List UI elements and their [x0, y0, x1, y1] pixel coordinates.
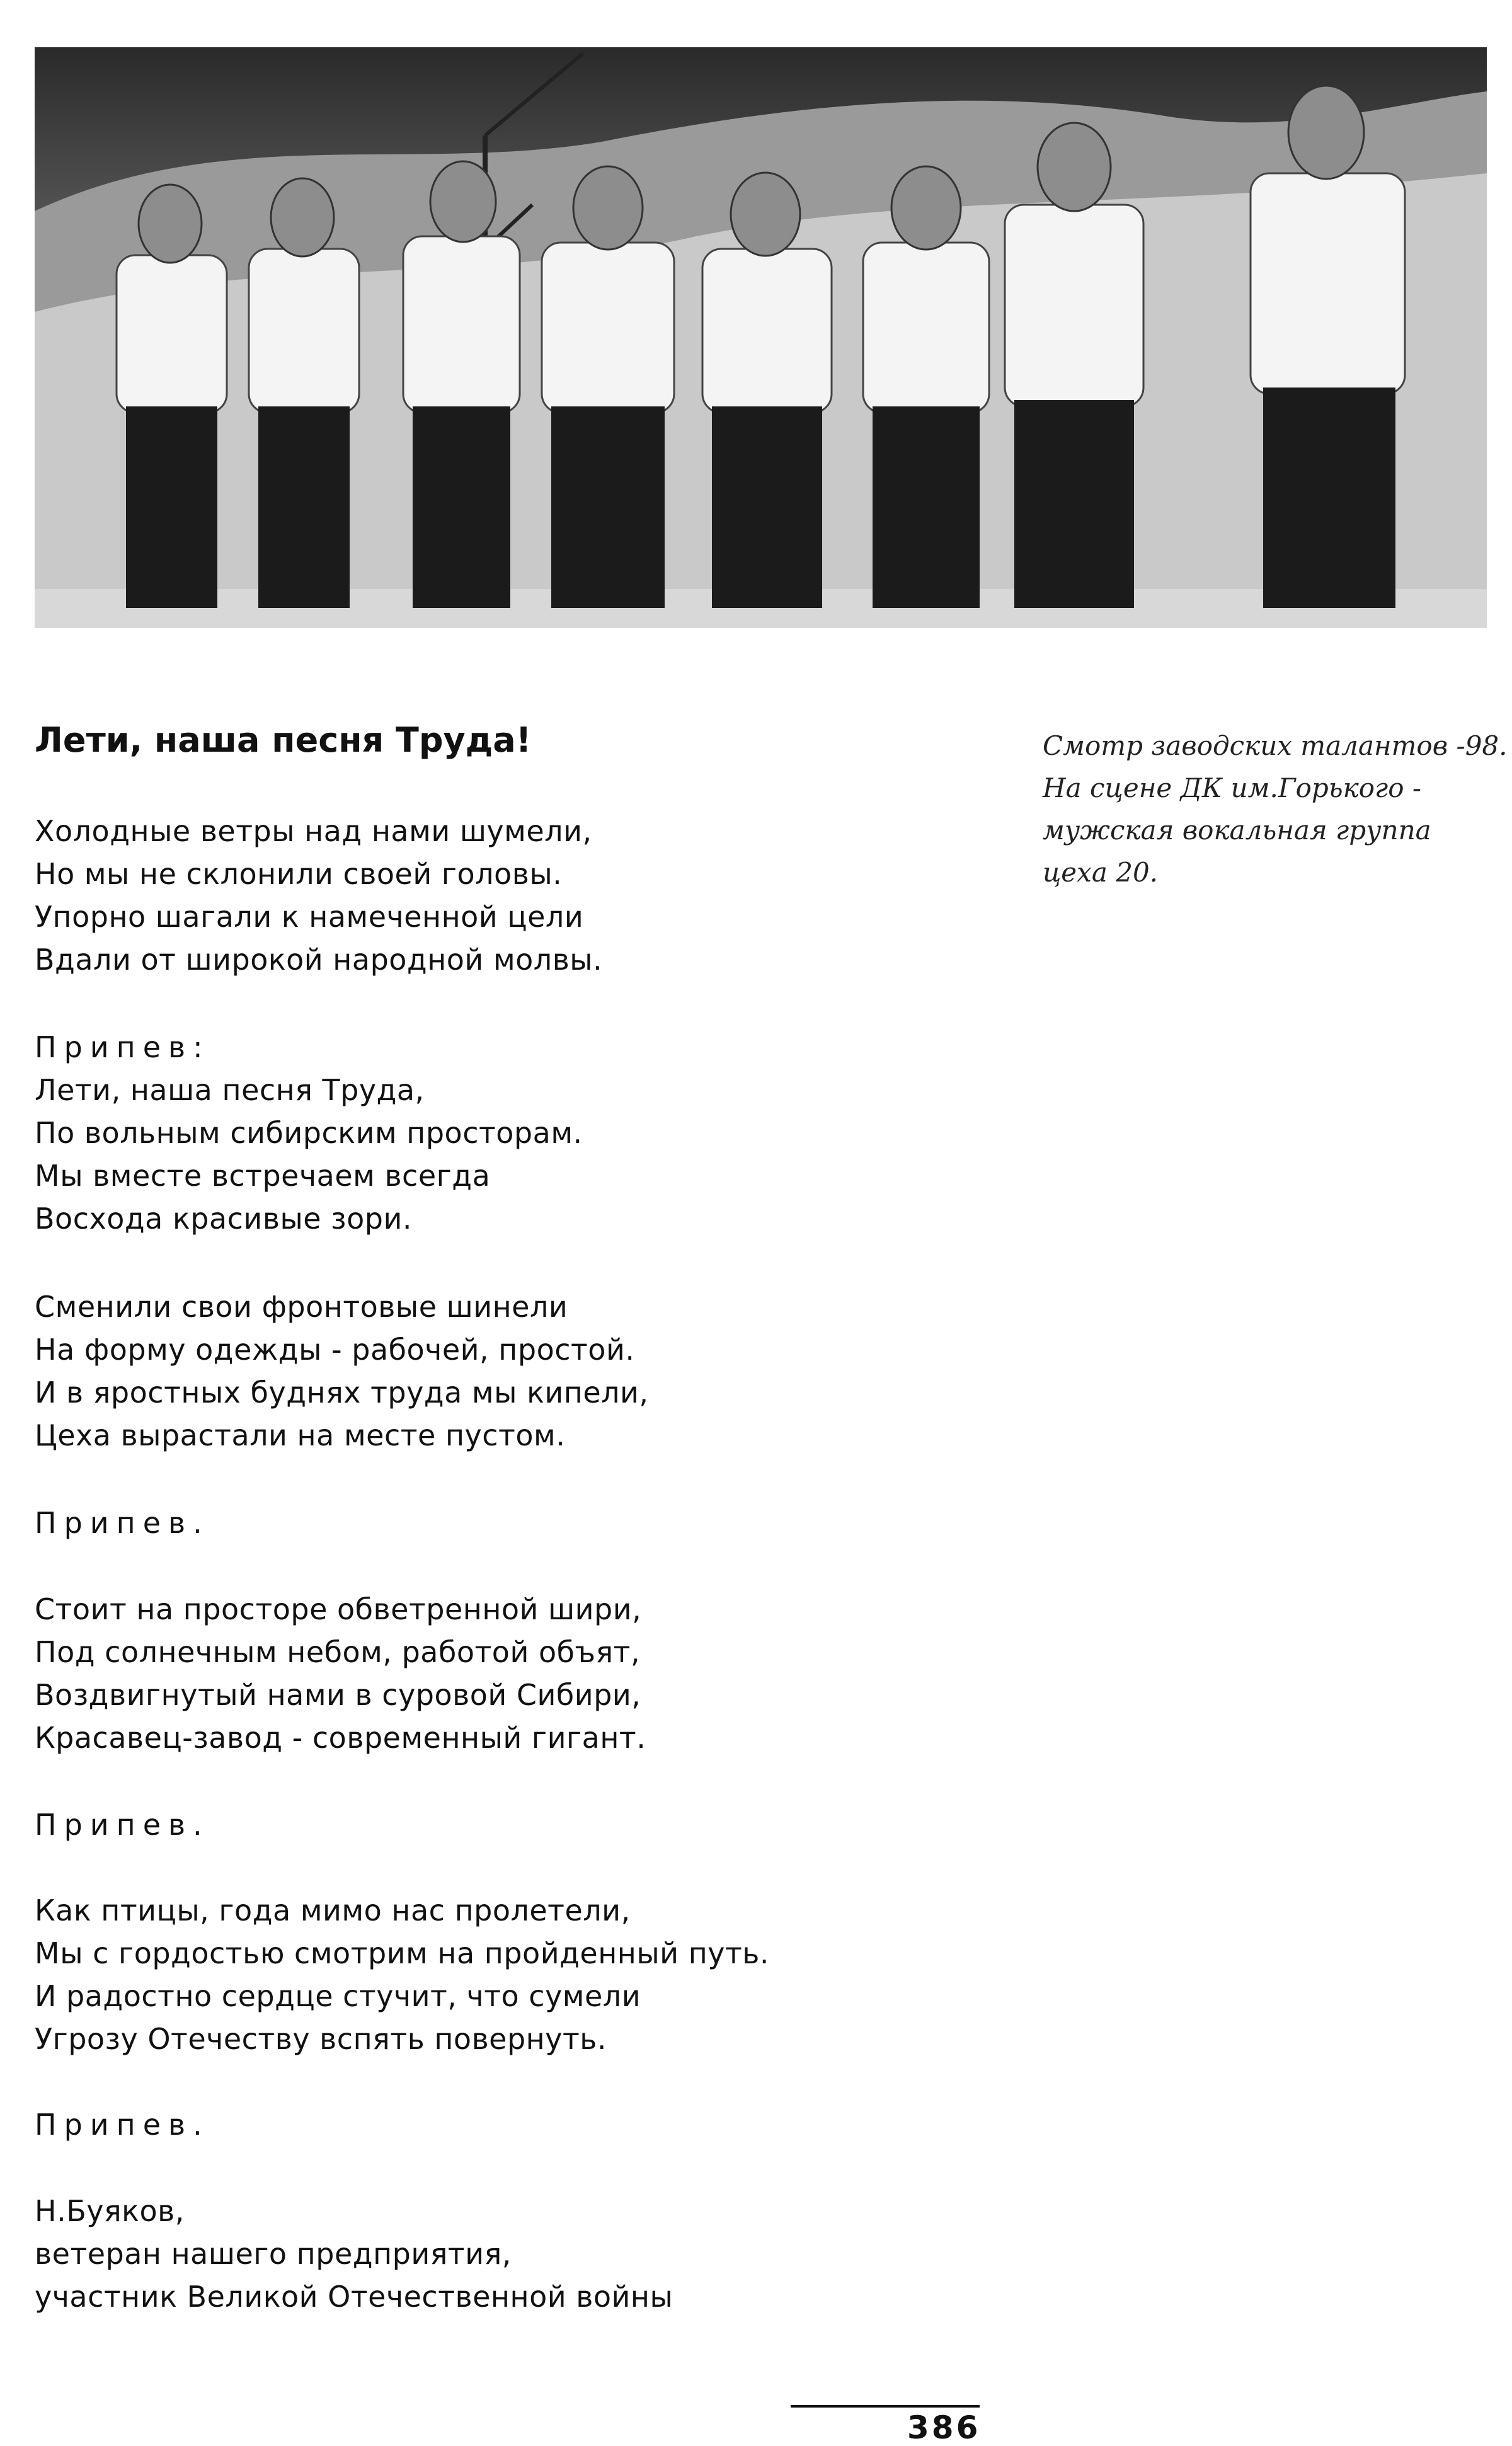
choir-photo-icon: [35, 47, 1487, 628]
verse-line: Холодные ветры над нами шумели,: [35, 814, 592, 848]
choir-photo: [35, 47, 1487, 628]
verse-line: На форму одежды - рабочей, простой.: [35, 1333, 635, 1367]
author-name: Н.Буяков,: [35, 2194, 185, 2228]
page-number-rule: [791, 2405, 980, 2408]
verse-line: Но мы не склонили своей головы.: [35, 857, 563, 891]
refrain: [35, 1069, 583, 1240]
verse-line: Вдали от широкой народной молвы.: [35, 943, 603, 977]
author-role: участник Великой Отечественной войны: [35, 2280, 673, 2314]
caption-line: Смотр заводских талантов -98.: [1043, 730, 1508, 761]
song-title: Лети, наша песня Труда!: [35, 720, 532, 760]
verse-line: Упорно шагали к намеченной цели: [35, 900, 584, 934]
verse-line: Сменили свои фронтовые шинели: [35, 1290, 568, 1324]
author-signature: [35, 2190, 673, 2318]
verse-1: [35, 810, 602, 981]
verse-3: [35, 1588, 646, 1759]
verse-line: Под солнечным небом, работой объят,: [35, 1635, 641, 1669]
photo-caption: [1043, 725, 1508, 893]
verse-4: [35, 1889, 769, 2060]
verse-line: Мы с гордостью смотрим на пройденный путь.: [35, 1936, 770, 1970]
caption-line: На сцене ДК им.Горького -: [1043, 772, 1422, 803]
caption-line: мужская вокальная группа: [1043, 815, 1431, 846]
refrain-line: По вольным сибирским просторам.: [35, 1116, 583, 1150]
refrain-line: Лети, наша песня Труда,: [35, 1073, 425, 1107]
verse-line: Как птицы, года мимо нас пролетели,: [35, 1893, 631, 1927]
verse-2: [35, 1285, 649, 1457]
page-number: 386: [907, 2409, 981, 2446]
verse-line: И в яростных буднях труда мы кипели,: [35, 1375, 649, 1410]
refrain-line: Восхода красивые зори.: [35, 1202, 413, 1236]
verse-line: Красавец-завод - современный гигант.: [35, 1721, 646, 1755]
verse-line: Угрозу Отечеству вспять повернуть.: [35, 2022, 607, 2056]
refrain-line: Мы вместе встречаем всегда: [35, 1159, 491, 1193]
refrain-label: Припев.: [35, 1506, 210, 1540]
verse-line: Стоит на просторе обветренной шири,: [35, 1592, 642, 1626]
author-role: ветеран нашего предприятия,: [35, 2237, 512, 2271]
refrain-label: Припев.: [35, 1808, 210, 1842]
verse-line: Воздвигнутый нами в суровой Сибири,: [35, 1678, 641, 1712]
refrain-label: Припев.: [35, 2108, 210, 2142]
refrain-label: Припев:: [35, 1030, 210, 1064]
caption-line: цеха 20.: [1043, 857, 1159, 888]
verse-line: Цеха вырастали на месте пустом.: [35, 1418, 566, 1452]
verse-line: И радостно сердце стучит, что сумели: [35, 1979, 641, 2013]
